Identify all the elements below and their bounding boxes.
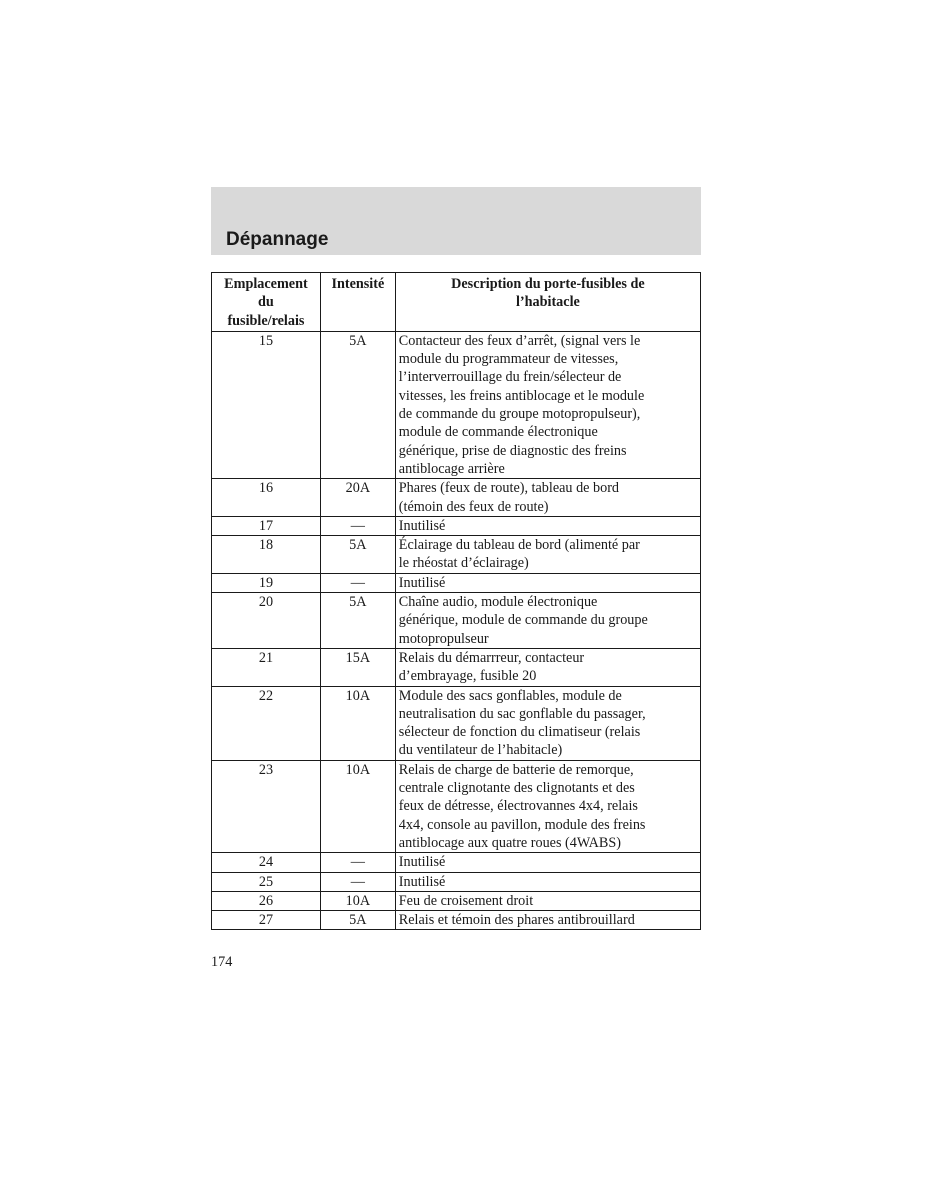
description-line: feux de détresse, électrovannes 4x4, relais	[398, 798, 638, 815]
cell-amperage: 5A	[320, 593, 395, 649]
description-line: du ventilateur de l’habitacle)	[398, 742, 563, 759]
cell-amperage: 5A	[320, 536, 395, 574]
description-line: motopropulseur	[398, 630, 489, 647]
table-row	[212, 760, 701, 852]
description-line: centrale clignotante des clignotants et des	[398, 780, 635, 797]
description-line: Inutilisé	[398, 854, 446, 871]
description-line: module de commande électronique	[398, 424, 598, 441]
cell-amperage: —	[320, 516, 395, 535]
cell-description	[395, 760, 700, 852]
description-line: antiblocage aux quatre roues (4WABS)	[398, 834, 621, 851]
cell-location: 23	[212, 760, 321, 852]
cell-amperage: 15A	[320, 648, 395, 686]
cell-amperage: 10A	[320, 760, 395, 852]
description-line: Chaîne audio, module électronique	[398, 594, 598, 611]
cell-description	[395, 686, 700, 760]
cell-amperage: 5A	[320, 331, 395, 478]
header-description-line: l’habitacle	[515, 294, 580, 311]
description-line: Feu de croisement droit	[398, 892, 534, 909]
cell-description	[395, 536, 700, 574]
description-line: Inutilisé	[398, 574, 446, 591]
cell-amperage: 10A	[320, 891, 395, 910]
description-line: générique, module de commande du groupe	[398, 612, 648, 629]
cell-amperage: 5A	[320, 911, 395, 930]
header-location-line: Emplacement	[224, 276, 308, 292]
description-line: de commande du groupe motopropulseur),	[398, 406, 641, 423]
cell-description	[395, 516, 700, 535]
description-line: sélecteur de fonction du climatiseur (relais	[398, 724, 641, 741]
table-row	[212, 686, 701, 760]
cell-location: 26	[212, 891, 321, 910]
description-line: le rhéostat d’éclairage)	[398, 555, 529, 572]
description-line: Relais de charge de batterie de remorque,	[398, 761, 634, 778]
description-line: Relais et témoin des phares antibrouillard	[398, 912, 635, 929]
page-number: 174	[211, 954, 233, 970]
header-location-line: fusible/relais	[227, 312, 305, 329]
section-title: Dépannage	[226, 229, 329, 250]
description-line: 4x4, console au pavillon, module des freins	[398, 816, 646, 833]
cell-location: 18	[212, 536, 321, 574]
description-line: Module des sacs gonflables, module de	[398, 687, 622, 704]
cell-description	[395, 573, 700, 592]
description-line: Inutilisé	[398, 873, 446, 890]
cell-amperage: 20A	[320, 479, 395, 517]
description-line: vitesses, les freins antiblocage et le module	[398, 387, 645, 404]
header-location	[212, 273, 321, 332]
cell-description	[395, 891, 700, 910]
description-line: antiblocage arrière	[398, 460, 505, 477]
cell-location: 24	[212, 853, 321, 872]
table-row	[212, 648, 701, 686]
description-line: neutralisation du sac gonflable du passager,	[398, 705, 646, 722]
header-description	[395, 273, 700, 332]
cell-description	[395, 479, 700, 517]
cell-description	[395, 853, 700, 872]
description-line: Inutilisé	[398, 517, 446, 534]
cell-amperage: —	[320, 872, 395, 891]
cell-description	[395, 331, 700, 478]
cell-location: 16	[212, 479, 321, 517]
cell-description	[395, 593, 700, 649]
table-body	[212, 331, 701, 930]
cell-description	[395, 911, 700, 930]
table-row	[212, 911, 701, 930]
cell-location: 15	[212, 331, 321, 478]
description-line: Contacteur des feux d’arrêt, (signal vers le	[398, 332, 641, 349]
description-line: générique, prise de diagnostic des freins	[398, 442, 627, 459]
table-row	[212, 872, 701, 891]
cell-location: 19	[212, 573, 321, 592]
table-row	[212, 853, 701, 872]
table-row	[212, 573, 701, 592]
table-row	[212, 479, 701, 517]
table-row	[212, 593, 701, 649]
cell-location: 22	[212, 686, 321, 760]
table-row	[212, 516, 701, 535]
table-row	[212, 891, 701, 910]
fuse-table	[211, 272, 701, 930]
description-line: Relais du démarrreur, contacteur	[398, 649, 585, 666]
description-line: Phares (feux de route), tableau de bord	[398, 480, 620, 497]
cell-amperage: 10A	[320, 686, 395, 760]
header-description-line: Description du porte-fusibles de	[451, 276, 645, 292]
cell-description	[395, 648, 700, 686]
cell-amperage: —	[320, 573, 395, 592]
table-header-row	[212, 273, 701, 332]
cell-amperage: —	[320, 853, 395, 872]
section-header	[211, 187, 701, 255]
description-line: d’embrayage, fusible 20	[398, 668, 537, 685]
header-location-line: du	[258, 294, 274, 311]
table-row	[212, 536, 701, 574]
cell-location: 25	[212, 872, 321, 891]
cell-location: 20	[212, 593, 321, 649]
cell-location: 27	[212, 911, 321, 930]
description-line: (témoin des feux de route)	[398, 498, 549, 515]
table-row	[212, 331, 701, 478]
cell-location: 17	[212, 516, 321, 535]
description-line: l’interverrouillage du frein/sélecteur de	[398, 369, 622, 386]
description-line: module du programmateur de vitesses,	[398, 351, 619, 368]
cell-location: 21	[212, 648, 321, 686]
header-amperage: Intensité	[320, 273, 395, 332]
cell-description	[395, 872, 700, 891]
description-line: Éclairage du tableau de bord (alimenté par	[398, 537, 640, 554]
